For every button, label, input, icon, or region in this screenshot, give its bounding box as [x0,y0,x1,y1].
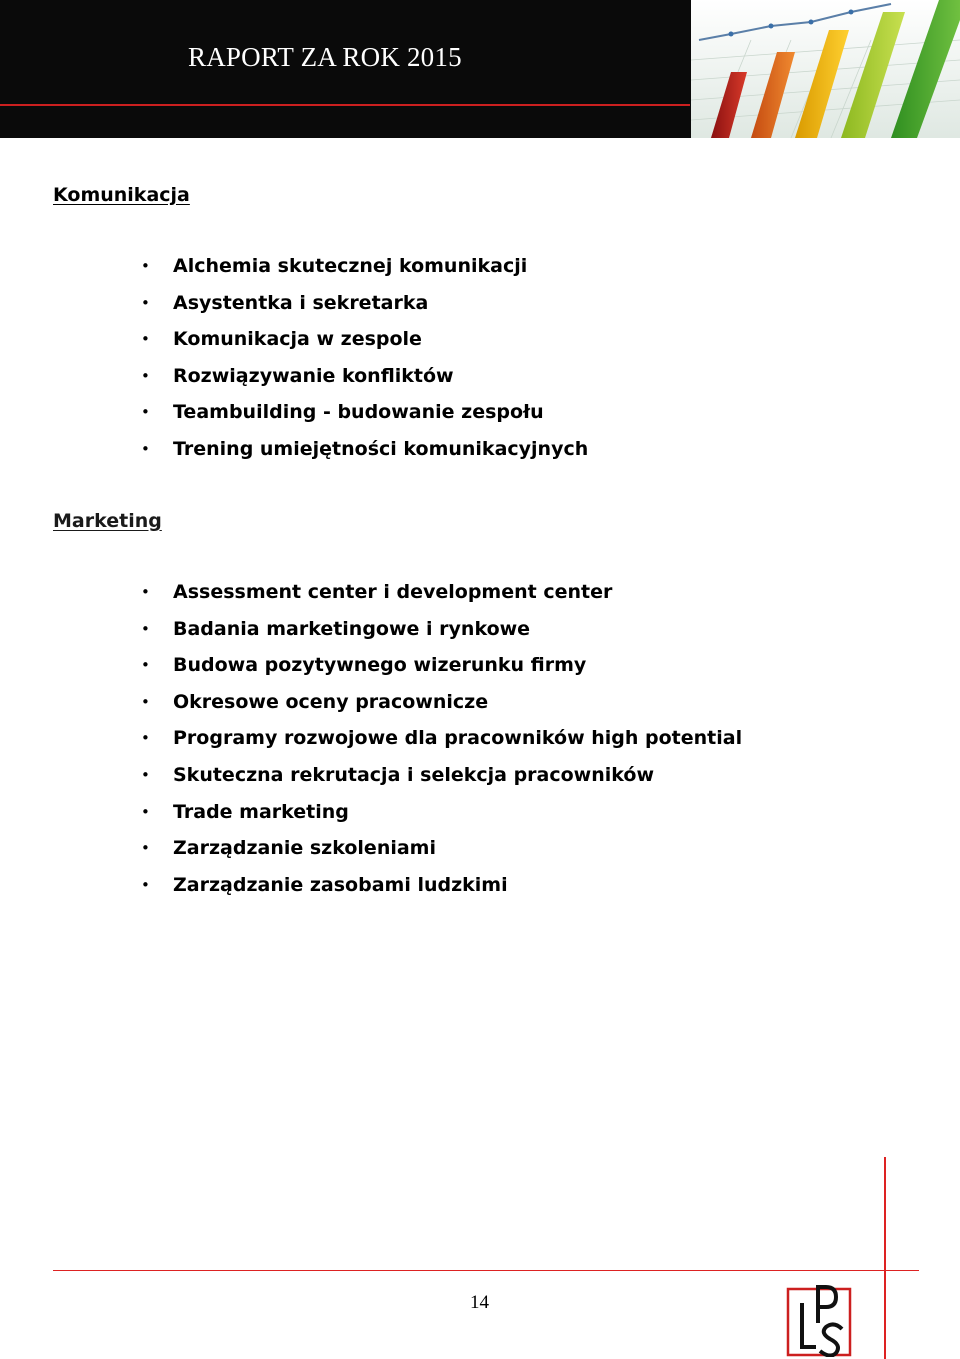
list-item: • Rozwiązywanie konfliktów [141,364,454,387]
list-item: • Programy rozwojowe dla pracowników high potential [141,727,743,750]
bullet-icon: • [141,583,150,601]
list-item: • Okresowe oceny pracownicze [141,690,489,713]
bullet-icon: • [141,403,150,422]
bullet-icon: • [141,439,150,458]
list-item: • Zarządzanie szkoleniami [141,837,436,860]
list-item: • Alchemia skutecznej komunikacji [141,255,528,277]
header-divider [0,104,690,106]
list-item: • Budowa pozytywnego wizerunku firmy [141,654,587,677]
list-item: • Asystentka i sekretarka [141,291,429,314]
list-item: • Teambuilding - budowanie zespołu [141,401,544,424]
list-item: • Skuteczna rekrutacja i selekcja pracowników [141,763,655,786]
footer-divider [53,1270,919,1271]
bullet-icon: • [141,257,150,275]
list-item: • Zarządzanie zasobami ludzkimi [141,873,508,896]
bullet-icon: • [141,656,150,675]
list-item: • Trening umiejętności komunikacyjnych [141,437,589,460]
bullet-icon: • [141,293,150,312]
bullet-icon: • [141,366,150,385]
bullet-icon: • [141,765,150,784]
footer-vertical-rule [884,1157,886,1359]
list-item: • Assessment center i development center [141,581,613,603]
list-item: • Komunikacja w zespole [141,328,422,351]
bullet-icon: • [141,802,150,821]
bullet-icon: • [141,330,150,349]
list-item: • Trade marketing [141,800,349,823]
bullet-icon: • [141,875,150,894]
bullet-icon: • [141,729,150,748]
list-item: • Badania marketingowe i rynkowe [141,617,531,640]
marketing-list [0,581,742,910]
section-heading-komunikacja: Komunikacja [53,184,190,206]
header-bar [0,0,960,138]
bullet-icon: • [141,839,150,858]
growth-chart-graphic [691,0,960,138]
report-title: RAPORT ZA ROK 2015 [188,42,462,72]
bullet-icon: • [141,619,150,638]
section-heading-marketing: Marketing [53,510,162,532]
komunikacja-list [0,255,588,475]
lps-logo [786,1283,856,1357]
page-number: 14 [470,1292,489,1313]
bullet-icon: • [141,692,150,711]
